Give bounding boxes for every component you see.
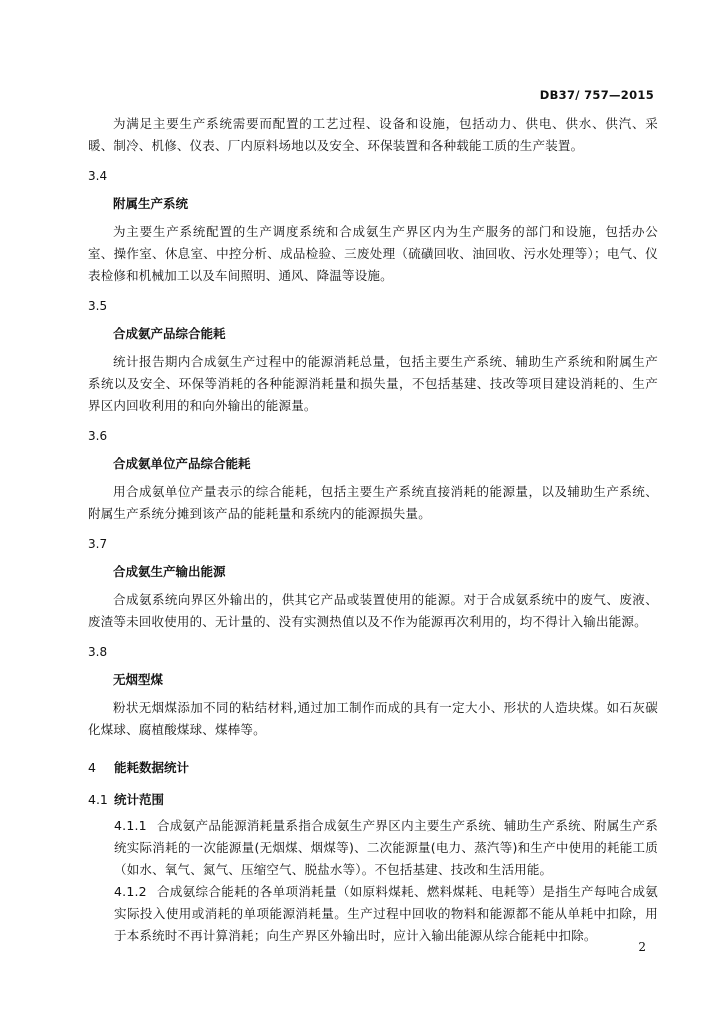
definition-3-7: [88, 533, 658, 633]
definition-3-6: [88, 425, 658, 525]
section-heading: [88, 757, 658, 779]
subsection-number: 4.1: [88, 792, 108, 807]
clause-number: 3.6: [88, 429, 108, 443]
term-title: 合成氨生产输出能源: [113, 564, 226, 579]
clause-4-1-2: [88, 881, 658, 947]
clause-text: 合成氨产品能源消耗量系指合成氨生产界区内主要生产系统、辅助生产系统、附属生产系统实际消耗的一次能源量(无烟煤、烟煤等)、二次能源量(电力、蒸汽等)和生产中使用的耗能工质（如水、氧气、氮气、压缩空气、脱盐水等）。不包括基建、技改和生活用能。: [114, 818, 658, 877]
term-title: 无烟型煤: [113, 672, 164, 687]
page-number: 2: [638, 940, 646, 954]
definition-3-4: [88, 165, 658, 287]
intro-paragraph: 为满足主要生产系统需要而配置的工艺过程、设备和设施，包括动力、供电、供水、供汽、采暖、制冷、机修、仪表、厂内原料场地以及安全、环保装置和各种载能工质的生产装置。: [88, 116, 658, 153]
definition-3-5: [88, 295, 658, 417]
clause-number: 3.5: [88, 299, 108, 313]
clause-number: 4.1.2: [114, 884, 147, 899]
section-title: 能耗数据统计: [114, 760, 190, 775]
clause-number: 3.7: [88, 537, 108, 551]
standard-code: DB37/ 757—2015: [539, 88, 654, 102]
page-content: [88, 113, 658, 947]
clause-number: 3.4: [88, 169, 108, 183]
term-title: 合成氨单位产品综合能耗: [113, 456, 251, 471]
term-definition: 统计报告期内合成氨生产过程中的能源消耗总量，包括主要生产系统、辅助生产系统和附属生产系统以及安全、环保等消耗的各种能源消耗量和损失量，不包括基建、技改等项目建设消耗的、生产界区内回收利用的和向外输出的能源量。: [88, 354, 658, 413]
definition-3-8: [88, 641, 658, 741]
term-definition: 粉状无烟煤添加不同的粘结材料,通过加工制作而成的具有一定大小、形状的人造块煤。如石灰碳化煤球、腐植酸煤球、煤棒等。: [88, 700, 658, 737]
subsection-title: 统计范围: [114, 792, 165, 807]
term-definition: 为主要生产系统配置的生产调度系统和合成氨生产界区内为生产服务的部门和设施，包括办公室、操作室、休息室、中控分析、成品检验、三废处理（硫磺回收、油回收、污水处理等）；电气、仪表检修和机械加工以及车间照明、通风、降温等设施。: [88, 224, 658, 283]
section-number: 4: [88, 760, 96, 775]
clause-number: 4.1.1: [114, 818, 147, 833]
term-title: 附属生产系统: [113, 196, 189, 211]
term-title: 合成氨产品综合能耗: [113, 326, 226, 341]
term-definition: 用合成氨单位产量表示的综合能耗，包括主要生产系统直接消耗的能源量，以及辅助生产系统、附属生产系统分摊到该产品的能耗量和系统内的能源损失量。: [88, 484, 658, 521]
term-definition: 合成氨系统向界区外输出的，供其它产品或装置使用的能源。对于合成氨系统中的废气、废液、废渣等未回收使用的、无计量的、没有实测热值以及不作为能源再次利用的，均不得计入输出能源。: [88, 592, 658, 629]
clause-4-1-1: [88, 815, 658, 881]
clause-number: 3.8: [88, 645, 108, 659]
clause-text: 合成氨综合能耗的各单项消耗量（如原料煤耗、燃料煤耗、电耗等）是指生产每吨合成氨实际投入使用或消耗的单项能源消耗量。生产过程中回收的物料和能源都不能从单耗中扣除，用于本系统时不再计算消耗；向生产界区外输出时，应计入输出能源从综合能耗中扣除。: [114, 884, 658, 943]
subsection-heading: [88, 789, 658, 811]
